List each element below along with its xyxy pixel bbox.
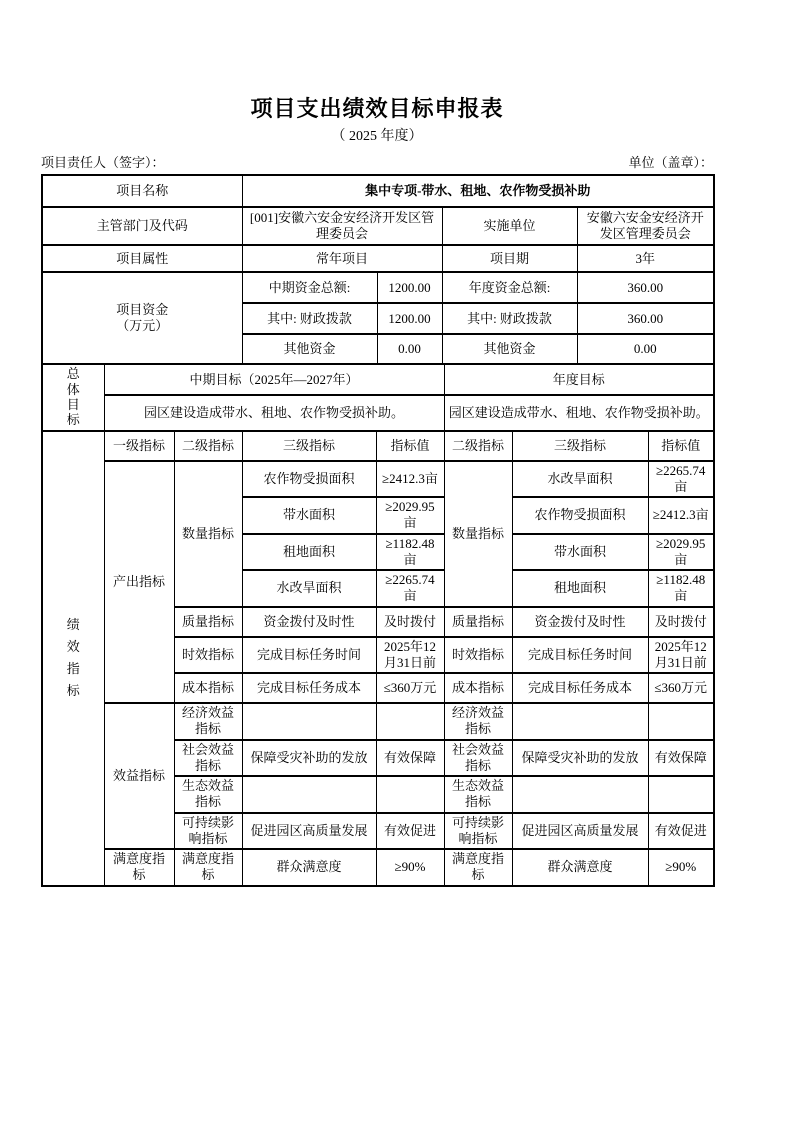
l3-value: ≥1182.48亩 xyxy=(648,570,714,607)
l3-value xyxy=(376,776,444,813)
year-line: （ 2025 年度） xyxy=(331,129,423,145)
l3-name: 水改旱面积 xyxy=(242,570,376,607)
indicator-header-row xyxy=(42,431,714,461)
mid-goal-text: 园区建设造成带水、租地、农作物受损补助。 xyxy=(104,395,444,431)
l3-name: 保障受灾补助的发放 xyxy=(512,740,648,777)
header-l2-left: 二级指标 xyxy=(174,431,242,461)
l3-value: ≤360万元 xyxy=(376,673,444,703)
attr-label: 项目属性 xyxy=(42,245,242,272)
l3-value xyxy=(648,703,714,740)
l3-name: 带水面积 xyxy=(242,497,376,534)
l3-name xyxy=(242,703,376,740)
l3-value: 2025年12月31日前 xyxy=(376,637,444,674)
dept-value: [001]安徽六安金安经济开发区管理委员会 xyxy=(242,207,442,245)
l3-value: ≥90% xyxy=(376,849,444,886)
benefit-l2: 社会效益指标 xyxy=(444,740,512,777)
l3-name: 农作物受损面积 xyxy=(242,461,376,498)
page-title: 项目支出绩效目标申报表 xyxy=(250,96,504,121)
form-content xyxy=(41,96,713,887)
table-row xyxy=(42,703,714,740)
l3-value: 有效保障 xyxy=(376,740,444,777)
period-value: 3年 xyxy=(577,245,714,272)
period-label: 项目期 xyxy=(442,245,577,272)
benefit-l2: 生态效益指标 xyxy=(444,776,512,813)
qty-label-right: 数量指标 xyxy=(444,461,512,607)
l3-name: 租地面积 xyxy=(512,570,648,607)
unit-seal-label: 单位（盖章）： xyxy=(628,155,713,171)
mid-other-value: 0.00 xyxy=(377,334,442,364)
quality-label: 质量指标 xyxy=(174,607,242,637)
l3-name: 水改旱面积 xyxy=(512,461,648,498)
l3-name: 完成目标任务成本 xyxy=(242,673,376,703)
table-row xyxy=(42,272,714,303)
overall-goal-table xyxy=(41,363,715,431)
qty-label-left: 数量指标 xyxy=(174,461,242,607)
table-row xyxy=(42,364,714,394)
l3-name: 完成目标任务时间 xyxy=(512,637,648,674)
l3-value: ≥2412.3亩 xyxy=(648,497,714,534)
impl-unit-value: 安徽六安金安经济开发区管理委员会 xyxy=(577,207,714,245)
l3-name: 群众满意度 xyxy=(512,849,648,886)
year-goal-text: 园区建设造成带水、租地、农作物受损补助。 xyxy=(444,395,714,431)
l3-name: 促进园区高质量发展 xyxy=(512,813,648,850)
signature-row xyxy=(41,152,713,171)
l3-value: 及时拨付 xyxy=(648,607,714,637)
l3-value: 有效促进 xyxy=(376,813,444,850)
l3-name xyxy=(242,776,376,813)
mid-fiscal-value: 1200.00 xyxy=(377,303,442,334)
mid-fiscal-label: 其中: 财政拨款 xyxy=(242,303,377,334)
header-l3-right: 三级指标 xyxy=(512,431,648,461)
l3-value: ≤360万元 xyxy=(648,673,714,703)
timeliness-label: 时效指标 xyxy=(174,637,242,674)
satisfaction-level1: 满意度指标 xyxy=(104,849,174,886)
benefit-l2: 可持续影响指标 xyxy=(444,813,512,850)
impl-unit-label: 实施单位 xyxy=(442,207,577,245)
timeliness-label: 时效指标 xyxy=(444,637,512,674)
l3-value: ≥2412.3亩 xyxy=(376,461,444,498)
table-row xyxy=(42,395,714,431)
benefit-l2: 生态效益指标 xyxy=(174,776,242,813)
satisfaction-l2: 满意度指标 xyxy=(444,849,512,886)
mid-goal-header: 中期目标（2025年—2027年） xyxy=(104,364,444,394)
l3-name: 租地面积 xyxy=(242,534,376,571)
l3-value: 有效促进 xyxy=(648,813,714,850)
output-level1: 产出指标 xyxy=(104,461,174,704)
header-value-left: 指标值 xyxy=(376,431,444,461)
l3-name xyxy=(512,776,648,813)
l3-value: ≥90% xyxy=(648,849,714,886)
year-total-value: 360.00 xyxy=(577,272,714,303)
benefit-l2: 可持续影响指标 xyxy=(174,813,242,850)
l3-name: 保障受灾补助的发放 xyxy=(242,740,376,777)
l3-value xyxy=(376,703,444,740)
l3-value: 及时拨付 xyxy=(376,607,444,637)
mid-other-label: 其他资金 xyxy=(242,334,377,364)
year-total-label: 年度资金总额: xyxy=(442,272,577,303)
l3-name: 群众满意度 xyxy=(242,849,376,886)
header-l2-right: 二级指标 xyxy=(444,431,512,461)
l3-value: ≥2029.95亩 xyxy=(648,534,714,571)
l3-name: 完成目标任务时间 xyxy=(242,637,376,674)
l3-name: 资金拨付及时性 xyxy=(242,607,376,637)
header-l1: 一级指标 xyxy=(104,431,174,461)
dept-label: 主管部门及代码 xyxy=(42,207,242,245)
benefit-level1: 效益指标 xyxy=(104,703,174,849)
table-row xyxy=(42,175,714,207)
benefit-l2: 经济效益指标 xyxy=(174,703,242,740)
year-fiscal-label: 其中: 财政拨款 xyxy=(442,303,577,334)
project-name-value: 集中专项-带水、租地、农作物受损补助 xyxy=(242,175,714,207)
l3-value: ≥1182.48亩 xyxy=(376,534,444,571)
year-goal-header: 年度目标 xyxy=(444,364,714,394)
l3-name: 带水面积 xyxy=(512,534,648,571)
funding-label: 项目资金 （万元） xyxy=(42,272,242,364)
l3-value: 2025年12月31日前 xyxy=(648,637,714,674)
perf-indicators-label: 绩效指标 xyxy=(42,431,104,886)
project-info-table xyxy=(41,174,715,365)
l3-value: ≥2265.74亩 xyxy=(648,461,714,498)
year-other-label: 其他资金 xyxy=(442,334,577,364)
mid-total-label: 中期资金总额: xyxy=(242,272,377,303)
year-other-value: 0.00 xyxy=(577,334,714,364)
indicators-table xyxy=(41,430,715,887)
header-l3-left: 三级指标 xyxy=(242,431,376,461)
satisfaction-l2: 满意度指标 xyxy=(174,849,242,886)
table-row xyxy=(42,245,714,272)
l3-value: ≥2265.74亩 xyxy=(376,570,444,607)
signer-label: 项目责任人（签字）： xyxy=(41,155,165,171)
l3-name: 农作物受损面积 xyxy=(512,497,648,534)
l3-name: 促进园区高质量发展 xyxy=(242,813,376,850)
benefit-l2: 经济效益指标 xyxy=(444,703,512,740)
benefit-l2: 社会效益指标 xyxy=(174,740,242,777)
attr-value: 常年项目 xyxy=(242,245,442,272)
year-fiscal-value: 360.00 xyxy=(577,303,714,334)
project-name-label: 项目名称 xyxy=(42,175,242,207)
table-row xyxy=(42,461,714,498)
mid-total-value: 1200.00 xyxy=(377,272,442,303)
header-value-right: 指标值 xyxy=(648,431,714,461)
table-row xyxy=(42,849,714,886)
cost-label: 成本指标 xyxy=(444,673,512,703)
quality-label: 质量指标 xyxy=(444,607,512,637)
l3-value: ≥2029.95亩 xyxy=(376,497,444,534)
table-row xyxy=(42,207,714,245)
l3-value xyxy=(648,776,714,813)
cost-label: 成本指标 xyxy=(174,673,242,703)
overall-goal-label: 总体目标 xyxy=(42,364,104,430)
l3-name xyxy=(512,703,648,740)
l3-value: 有效保障 xyxy=(648,740,714,777)
l3-name: 资金拨付及时性 xyxy=(512,607,648,637)
l3-name: 完成目标任务成本 xyxy=(512,673,648,703)
